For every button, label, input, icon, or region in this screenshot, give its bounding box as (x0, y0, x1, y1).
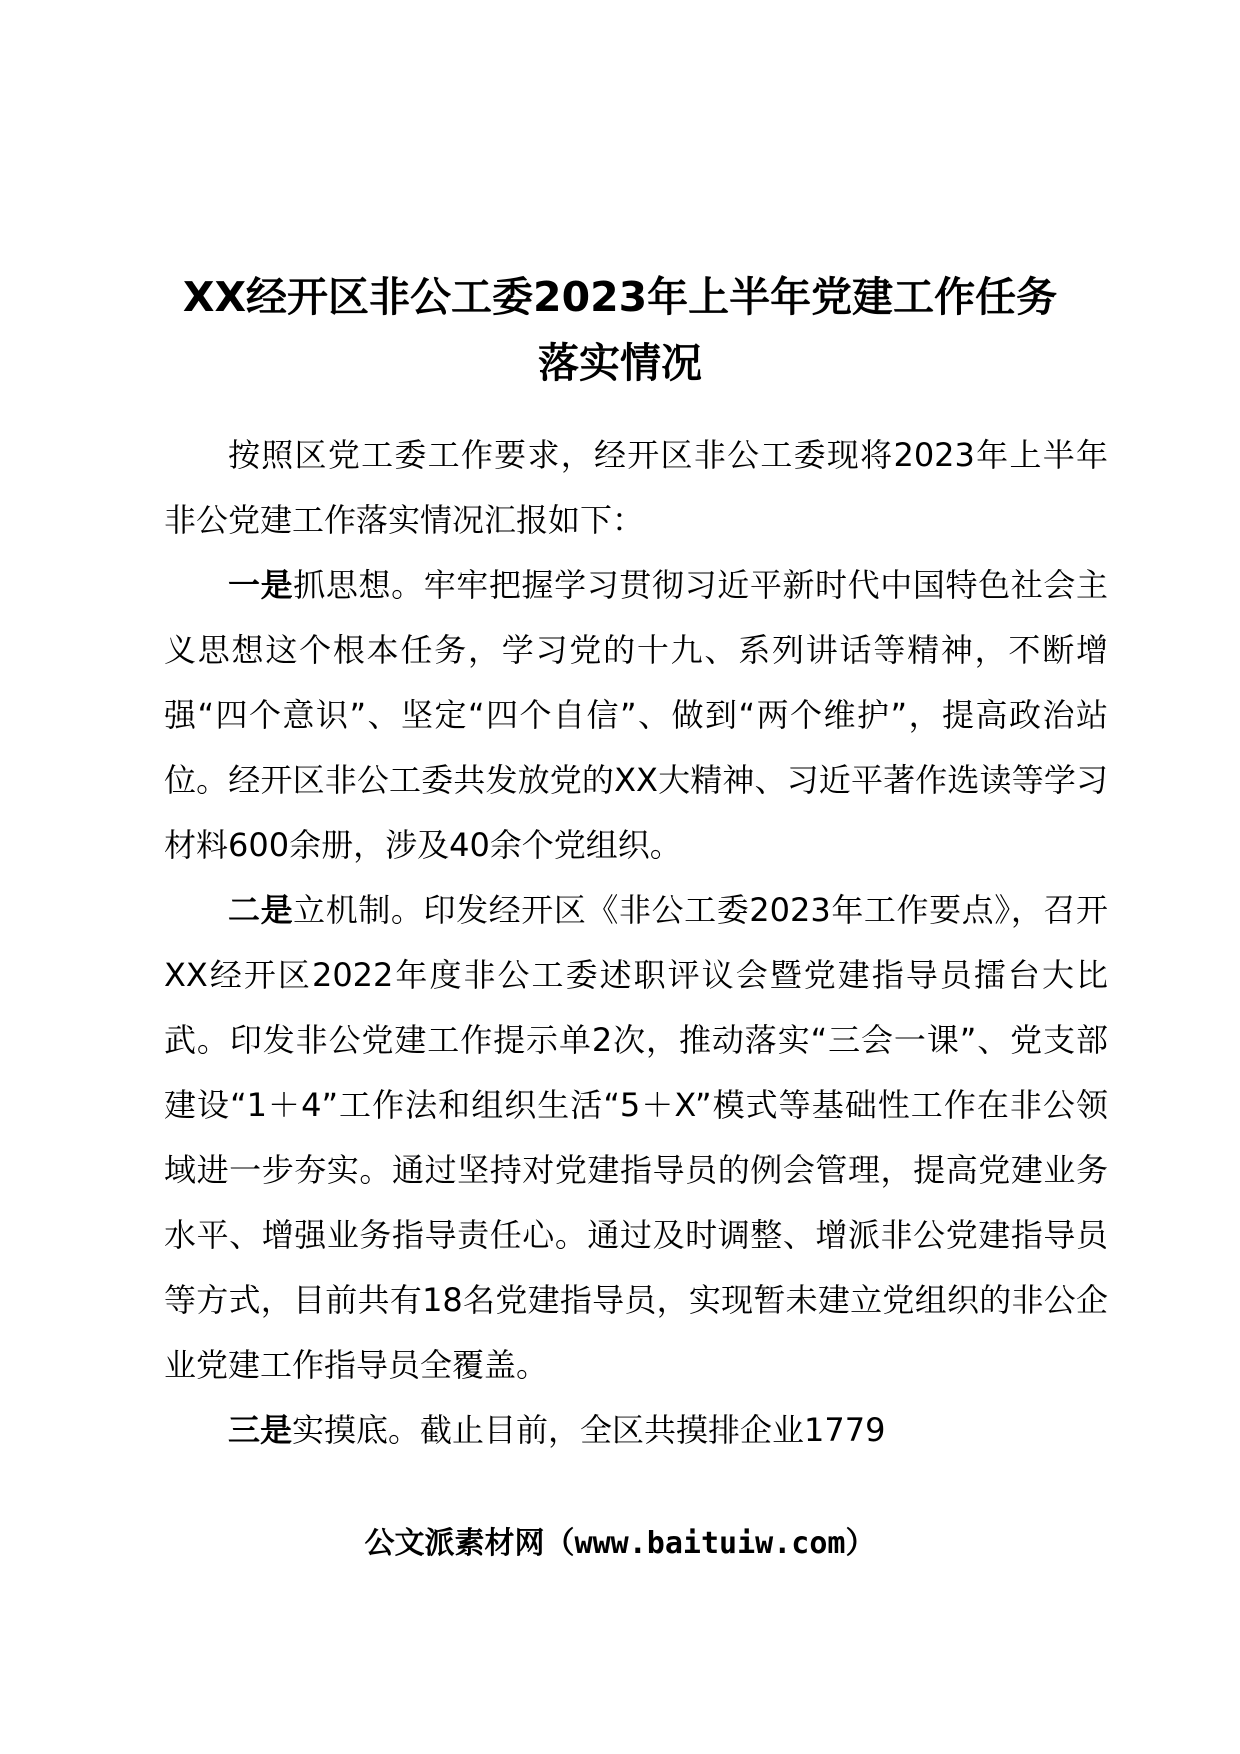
section-lead-2: 二是 (228, 891, 294, 929)
footer-watermark (0, 1524, 1240, 1564)
footer-url: （www.baituiw.com） (544, 1526, 876, 1561)
footer-site-name: 公文派素材网 (364, 1526, 545, 1561)
section-lead-1: 一是 (228, 566, 294, 604)
document-title-line-2: 落实情况 (538, 339, 702, 387)
section-paragraph-3 (164, 1398, 1108, 1463)
section-lead-3: 三是 (228, 1411, 293, 1449)
document-body (164, 423, 1108, 1463)
section-text-1: 抓思想。牢牢把握学习贯彻习近平新时代中国特色社会主义思想这个根本任务，学习党的十九、系列讲话等精神，不断增强“四个意识”、坚定“四个自信”、做到“两个维护”，提高政治站位。经开区非公工委共发放党的XX大精神、习近平著作选读等学习材料600余册，涉及40余个党组织。 (164, 566, 1108, 864)
section-text-2: 立机制。印发经开区《非公工委2023年工作要点》，召开XX经开区2022年度非公工委述职评议会暨党建指导员擂台大比武。印发非公党建工作提示单2次，推动落实“三会一课”、党支部建设“1＋4”工作法和组织生活“5＋X”模式等基础性工作在非公领域进一步夯实。通过坚持对党建指导员的例会管理，提高党建业务水平、增强业务指导责任心。通过及时调整、增派非公党建指导员等方式，目前共有18名党建指导员，实现暂未建立党组织的非公企业党建工作指导员全覆盖。 (164, 891, 1108, 1384)
document-title-line-1: XX经开区非公工委2023年上半年党建工作任务 (182, 273, 1058, 321)
section-text-3: 实摸底。截止目前，全区共摸排企业1779 (292, 1411, 886, 1449)
section-paragraph-2 (164, 878, 1108, 1398)
intro-paragraph: 按照区党工委工作要求，经开区非公工委现将2023年上半年非公党建工作落实情况汇报如下： (164, 436, 1108, 539)
section-paragraph-1 (164, 553, 1108, 878)
